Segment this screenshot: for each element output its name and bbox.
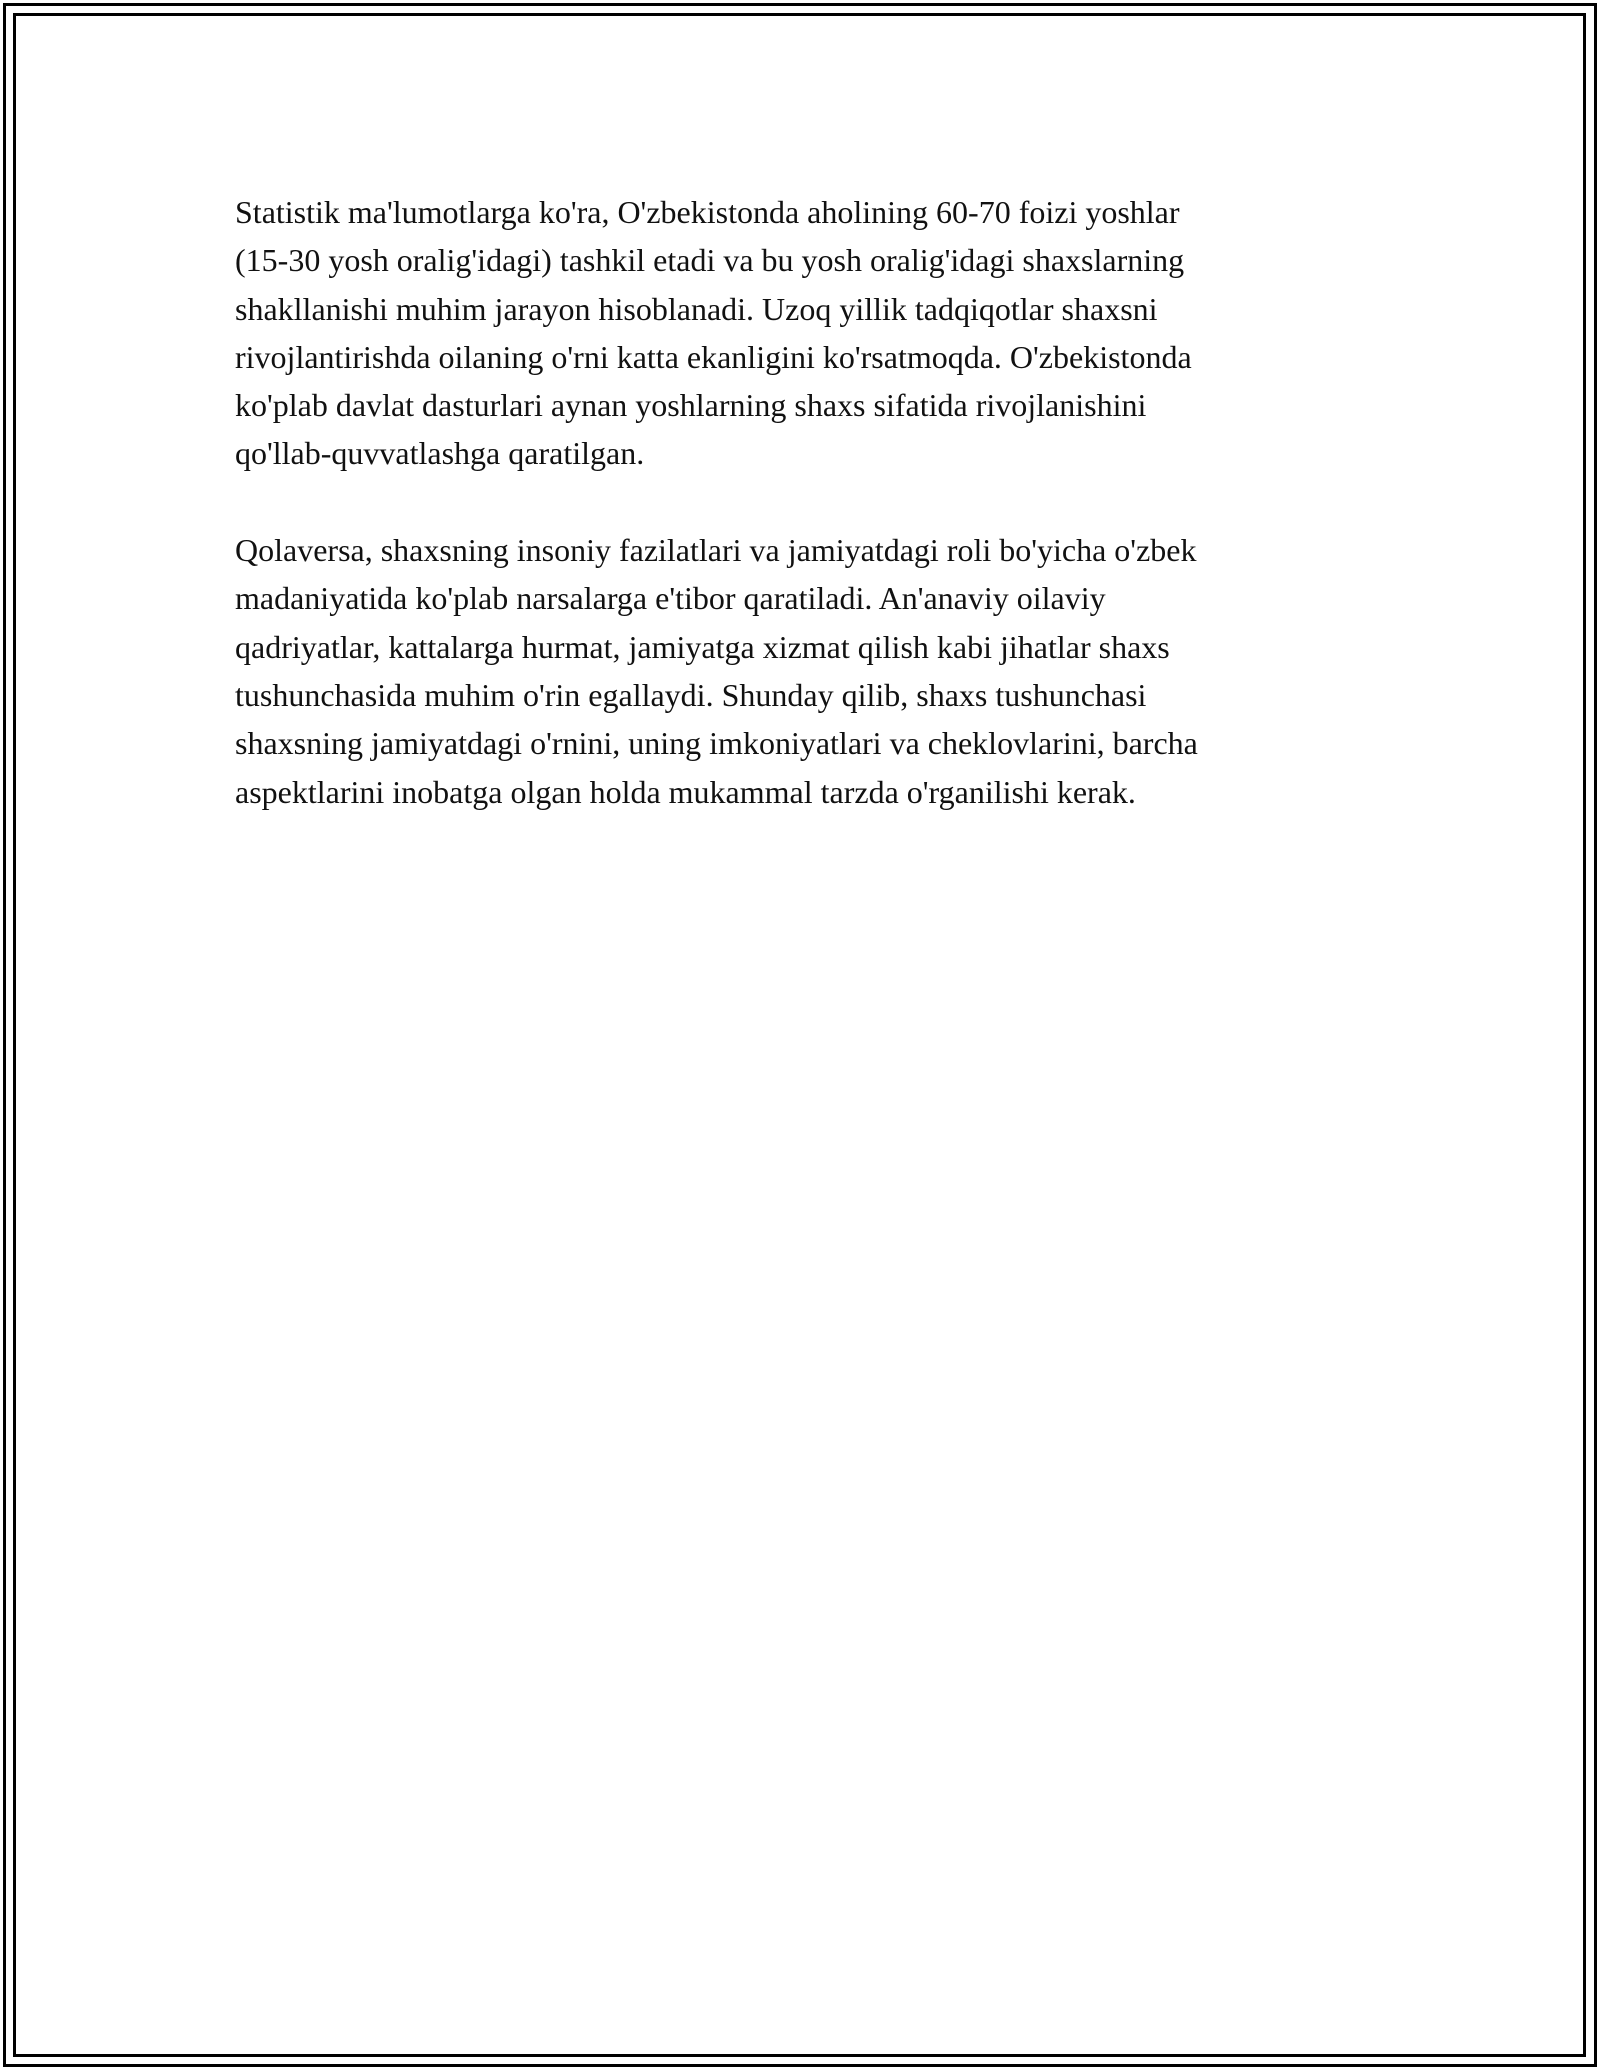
text-line: shaxsning jamiyatdagi o'rnini, uning imkoniyatlari va cheklovlarini, barcha xyxy=(235,725,1198,762)
text-line: qadriyatlar, kattalarga hurmat, jamiyatga xizmat qilish kabi jihatlar shaxs xyxy=(235,628,1170,665)
text-line: qo'llab-quvvatlashga qaratilgan. xyxy=(235,435,645,472)
text-line: aspektlarini inobatga olgan holda mukammal tarzda o'rganilishi kerak. xyxy=(235,773,1136,810)
paragraph-spacer xyxy=(235,478,1375,526)
text-line: tushunchasida muhim o'rin egallaydi. Shunday qilib, shaxs tushunchasi xyxy=(235,676,1147,713)
text-line: ko'plab davlat dasturlari aynan yoshlarning shaxs sifatida rivojlanishini xyxy=(235,387,1147,424)
paragraph-2 xyxy=(235,526,1375,816)
text-line: madaniyatida ko'plab narsalarga e'tibor qaratiladi. An'anaviy oilaviy xyxy=(235,580,1106,617)
paragraph-1 xyxy=(235,188,1375,478)
text-line: Statistik ma'lumotlarga ko'ra, O'zbekistonda aholining 60-70 foizi yoshlar xyxy=(235,194,1180,230)
text-line: shakllanishi muhim jarayon hisoblanadi. Uzoq yillik tadqiqotlar shaxsni xyxy=(235,290,1158,327)
text-line: Qolaversa, shaxsning insoniy fazilatlari va jamiyatdagi roli bo'yicha o'zbek xyxy=(235,532,1197,569)
document-body xyxy=(235,188,1375,816)
text-line: rivojlantirishda oilaning o'rni katta ekanligini ko'rsatmoqda. O'zbekistonda xyxy=(235,338,1192,375)
text-line: (15-30 yosh oralig'idagi) tashkil etadi va bu yosh oralig'idagi shaxslarning xyxy=(235,242,1185,279)
